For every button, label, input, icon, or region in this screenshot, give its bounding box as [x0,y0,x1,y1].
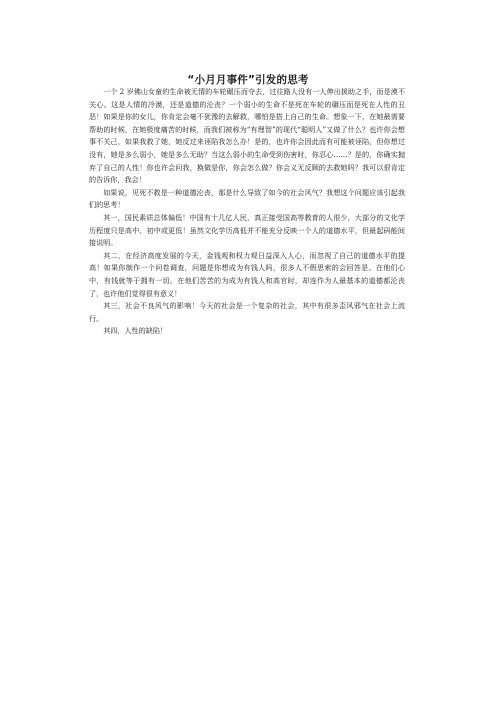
paragraph-1: 一个 2 岁佛山女童的生命被无情的车轮碾压而夺去，过往路人没有一人伸出援助之手，而是漠不关心。这是人情的冷漠，还是道德的沦丧？一个弱小的生命不是死在车轮的碾压而是死在人性的丑恶！如果是你的女儿，你肯定会毫不犹豫的去解救，哪怕是搭上自己的生命。想象一下，在她最需要帮助的时候，在她极度痛苦的时候，而我们被称为“有理智”的现代“聪明人”又做了什么？也许你会想事不关己，如果我救了她，她反过来诬陷我怎么办！是的，也许你会因此而有可能被诬陷，但你想过没有，她是多么弱小，她是多么无助？当这么弱小的生命受到伤害时，你忍心……？是的，你确实抛弃了自己的人性！你也许会问我，换做是你，你会怎么做？你会义无反顾的去救她吗？我可以很肯定的告诉你，我会！ [89,87,405,185]
document-title: “小月月事件”引发的思考 [187,74,309,87]
paragraph-2: 如果说，见死不救是一种道德沦丧，那是什么导致了如今的社会风气？我想这个问题应该引起我们的思考！ [89,187,405,210]
paragraph-3: 其一，国民素质总体偏低！中国有十几亿人民，真正接受国高等教育的人很少，大部分的文化学历程度只是高中、初中或更低！虽然文化学历高低并不能充分反映一个人的道德水平，但最起码能间接说明。 [89,212,405,248]
paragraph-5: 其三，社会不良风气的影响！今天的社会是一个复杂的社会，其中有很多歪风邪气在社会上流行。 [89,301,405,323]
paragraph-6: 其四，人性的缺陷！ [103,326,168,336]
document-body [89,86,405,338]
paragraph-4: 其二，在经济高度发展的今天，金钱观和权力观日益深入人心，而忽视了自己的道德水平的提高！如果你制作一个问卷调查，问题是你想成为有钱人吗，很多人不假思索的会回答是。在他们心中，有钱就等于拥有一切。在他们苦苦的为成为有钱人和高官时，却连作为人最基本的道德都沦丧了，也许他们觉得很有意义！ [89,250,405,298]
